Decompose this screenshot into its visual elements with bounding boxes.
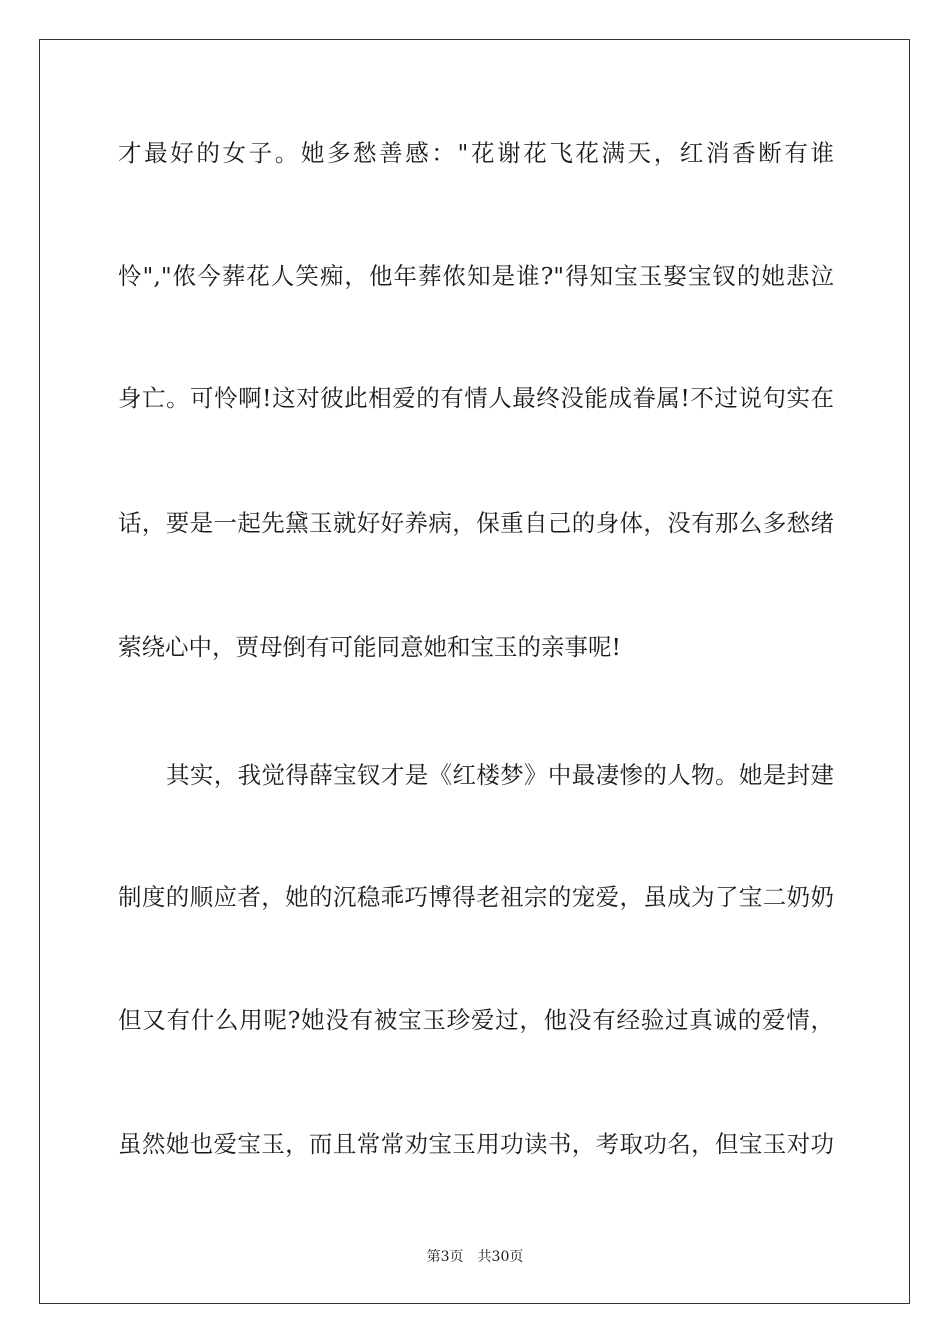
body-line-1: 才最好的女子。她多愁善感："花谢花飞花满天，红消香断有谁 bbox=[118, 139, 834, 167]
body-line-7: 制度的顺应者，她的沉稳乖巧博得老祖宗的宠爱，虽成为了宝二奶奶 bbox=[118, 883, 834, 911]
body-line-9: 虽然她也爱宝玉，而且常常劝宝玉用功读书，考取功名，但宝玉对功 bbox=[118, 1130, 834, 1158]
page-number: 第3页 bbox=[426, 1249, 464, 1265]
body-line-4: 话，要是一起先黛玉就好好养病，保重自己的身体，没有那么多愁绪 bbox=[118, 509, 834, 537]
page-total: 共30页 bbox=[477, 1249, 524, 1265]
body-line-8: 但又有什么用呢?她没有被宝玉珍爱过，他没有经验过真诚的爱情， bbox=[118, 1006, 834, 1034]
body-line-5: 萦绕心中，贾母倒有可能同意她和宝玉的亲事呢! bbox=[118, 633, 621, 661]
body-line-2: 怜","侬今葬花人笑痴，他年葬侬知是谁?"得知宝玉娶宝钗的她悲泣 bbox=[118, 262, 834, 290]
body-line-3: 身亡。可怜啊!这对彼此相爱的有情人最终没能成眷属!不过说句实在 bbox=[118, 384, 834, 412]
page-border bbox=[39, 39, 910, 1304]
body-line-6: 其实，我觉得薛宝钗才是《红楼梦》中最凄惨的人物。她是封建 bbox=[166, 761, 834, 789]
page-footer bbox=[0, 1246, 950, 1266]
